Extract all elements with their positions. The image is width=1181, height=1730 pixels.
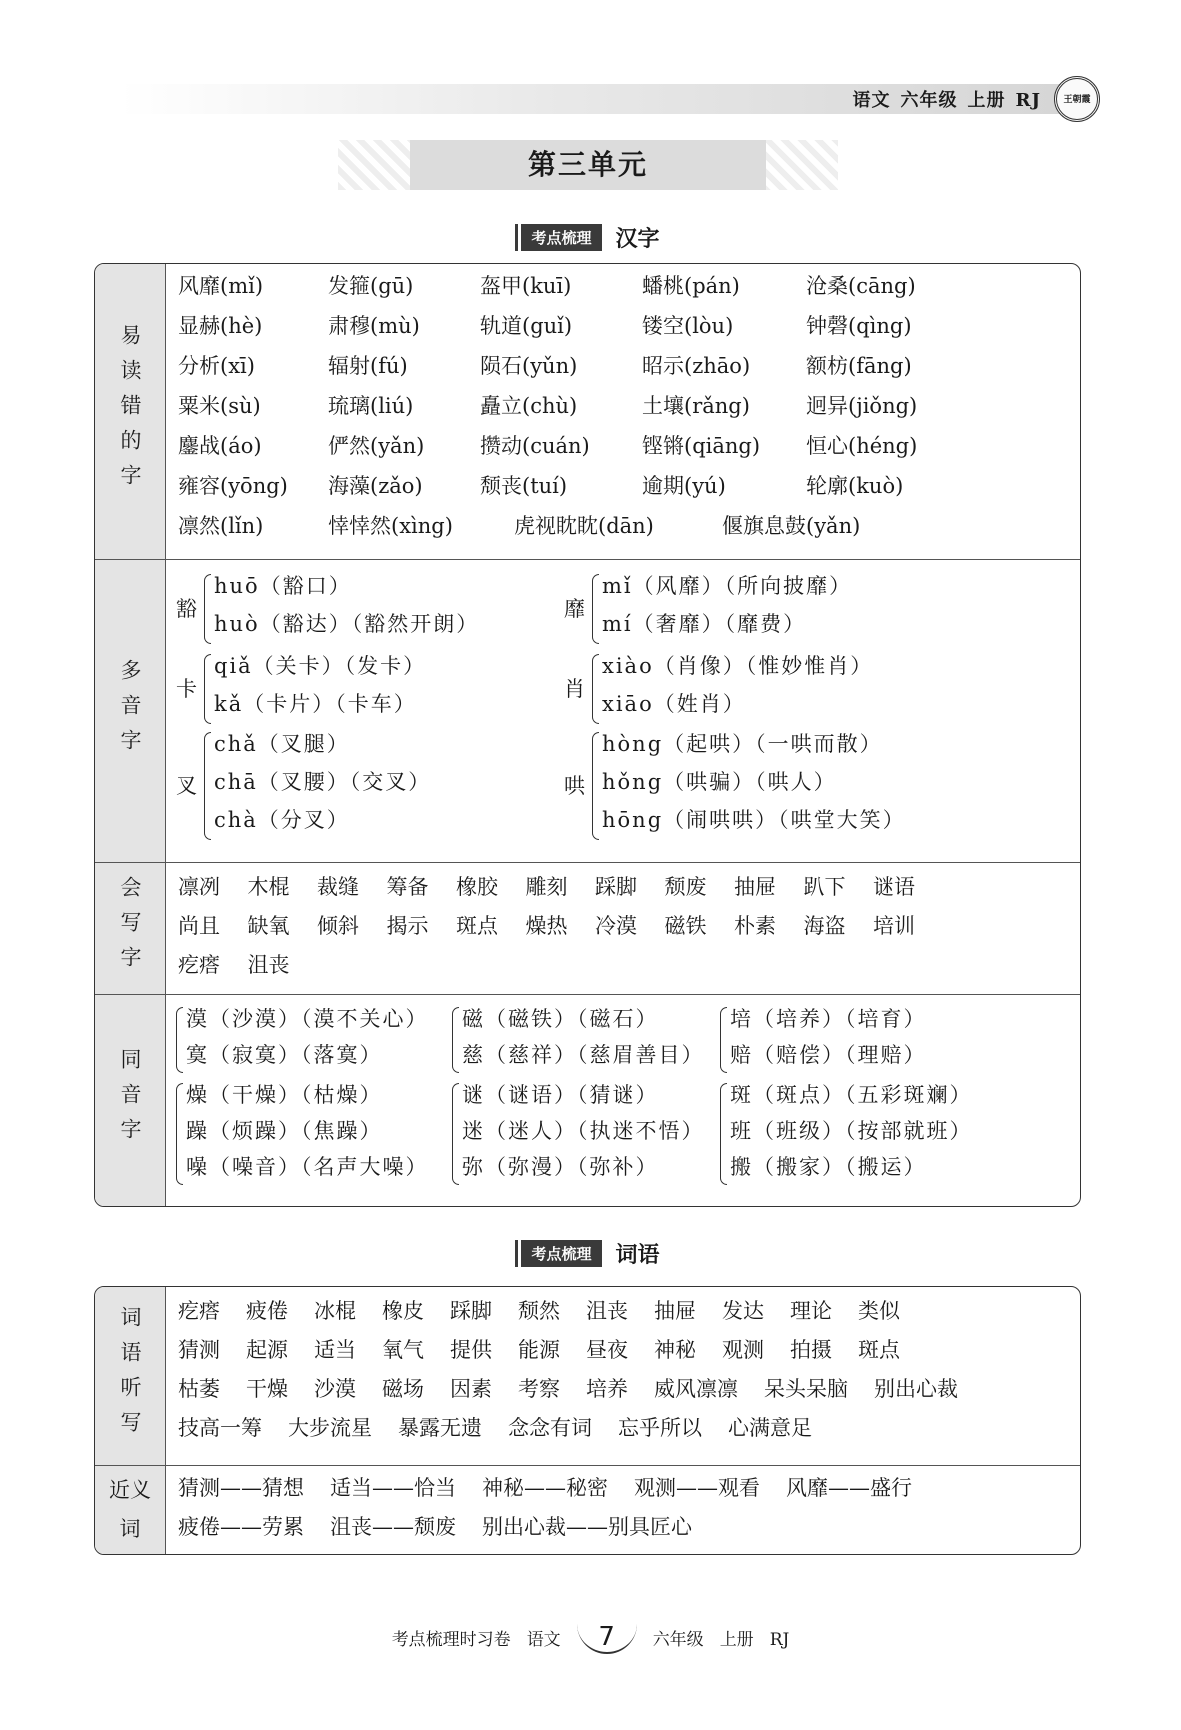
polyphone-char: 叉 [176, 774, 197, 798]
misread-word: 镂空(lòu) [642, 314, 734, 338]
misread-word: 发箍(gū) [328, 274, 414, 298]
dictation-word: 心满意足 [728, 1416, 812, 1440]
label-easy-misread: 易读错的字 [118, 324, 142, 499]
misread-word: 鏖战(áo) [178, 434, 262, 458]
misread-word: 昭示(zhāo) [642, 354, 751, 378]
dictation-word: 拍摄 [790, 1338, 832, 1362]
write-word: 橡胶 [456, 875, 498, 899]
misread-word: 海藻(zǎo) [328, 474, 423, 498]
brace [204, 732, 211, 840]
polyphone-reading: huò（豁达）（豁然开朗） [214, 612, 480, 636]
brace [452, 1083, 459, 1185]
dictation-word: 暴露无遗 [398, 1416, 482, 1440]
homophone-entry: 躁（烦躁）（焦躁） [186, 1119, 383, 1143]
misread-word: 轮廓(kuò) [806, 474, 904, 498]
polyphone-char: 哄 [564, 774, 585, 798]
write-word: 尚且 [178, 914, 220, 938]
misread-word: 矗立(chù) [480, 394, 578, 418]
write-word: 抽屉 [734, 875, 776, 899]
footer-edition: RJ [769, 1630, 790, 1650]
footer-grade: 六年级 [652, 1630, 704, 1650]
row-polyphone [95, 560, 1080, 863]
polyphone-reading: mǐ（风靡）（所向披靡） [602, 574, 853, 598]
polyphone-char: 卡 [176, 677, 197, 701]
ciyu-table [94, 1286, 1081, 1555]
misread-word: 逾期(yú) [642, 474, 726, 498]
homophone-entry: 赔（赔偿）（理赔） [730, 1043, 927, 1067]
misread-word: 盔甲(kuī) [480, 274, 572, 298]
misread-content [166, 264, 1080, 559]
dictation-word: 呆头呆脑 [764, 1377, 848, 1401]
write-word: 筹备 [386, 875, 429, 899]
row-easy-misread [95, 264, 1080, 560]
header-term: 上册 [967, 90, 1006, 111]
polyphone-char: 肖 [564, 677, 585, 701]
logo-text: 王朝霞 [1063, 95, 1091, 105]
write-word: 揭示 [386, 914, 429, 938]
header-grade: 六年级 [900, 90, 958, 111]
homophone-entry: 弥（弥漫）（弥补） [462, 1155, 659, 1179]
dictation-word: 适当 [314, 1338, 356, 1362]
misread-word: 土壤(rǎng) [642, 394, 750, 418]
brace [176, 1007, 183, 1073]
label-homophone: 同音字 [118, 1048, 142, 1153]
write-word: 趴下 [803, 875, 846, 899]
dictation-word: 技高一筹 [178, 1416, 262, 1440]
polyphone-reading: hǒng（哄骗）（哄人） [602, 770, 837, 794]
polyphone-reading: kǎ（卡片）（卡车） [214, 692, 417, 716]
row-label [95, 995, 166, 1206]
brace [592, 654, 599, 724]
dictation-word: 别出心裁 [874, 1377, 958, 1401]
brace [592, 732, 599, 840]
homophone-entry: 燥（干燥）（枯燥） [186, 1083, 383, 1107]
polyphone-reading: chǎ（叉腿） [214, 732, 350, 756]
homophone-entry: 迷（迷人）（执迷不悟） [462, 1119, 705, 1143]
misread-word: 蟠桃(pán) [642, 274, 740, 298]
write-word: 踩脚 [595, 875, 637, 899]
synonym-pair: 沮丧——颓废 [330, 1515, 456, 1539]
dictation-word: 昼夜 [586, 1338, 628, 1362]
section-tag: 考点梳理 [521, 224, 601, 251]
polyphone-reading: hōng（闹哄哄）（哄堂大笑） [602, 808, 906, 832]
write-word: 裁缝 [317, 875, 359, 899]
misread-word: 偃旗息鼓(yǎn) [722, 514, 861, 538]
misread-word: 陨石(yǔn) [480, 354, 578, 378]
misread-word: 肃穆(mù) [328, 314, 420, 338]
dictation-word: 观测 [722, 1338, 764, 1362]
polyphone-reading: chā（叉腰）（交叉） [214, 770, 432, 794]
write-word: 磁铁 [664, 914, 707, 938]
footer-title: 考点梳理时习卷 [391, 1630, 511, 1650]
unit-title: 第三单元 [410, 140, 766, 190]
homophone-entry: 谜（谜语）（猜谜） [462, 1083, 659, 1107]
misread-word: 额枋(fāng) [806, 354, 912, 378]
misread-word: 颓丧(tuí) [480, 474, 568, 498]
header-edition: RJ [1015, 90, 1041, 111]
brace [592, 574, 599, 644]
misread-word: 攒动(cuán) [480, 434, 590, 458]
row-label [95, 1466, 166, 1554]
misread-word: 分析(xī) [178, 354, 255, 378]
brace [452, 1007, 459, 1073]
section-name: 词语 [615, 1243, 660, 1268]
page-number: 7 [577, 1622, 637, 1654]
label-synonym-bottom: 词 [119, 1517, 141, 1541]
write-word: 木棍 [247, 875, 290, 899]
homophone-entry: 班（班级）（按部就班） [730, 1119, 973, 1143]
misread-word: 粟米(sù) [178, 394, 261, 418]
dictation-word: 枯萎 [178, 1377, 220, 1401]
section-heading-ciyu [0, 1238, 1181, 1269]
dictation-word: 踩脚 [450, 1299, 492, 1323]
row-label [95, 863, 166, 994]
label-polyphone: 多音字 [118, 658, 142, 764]
misread-word: 沧桑(cāng) [806, 274, 916, 298]
homophone-entry: 培（培养）（培育） [730, 1007, 927, 1031]
misread-word: 悻悻然(xìng) [328, 514, 453, 538]
write-word: 颓废 [664, 875, 707, 899]
dictation-word: 磁场 [382, 1377, 424, 1401]
row-synonym [95, 1466, 1080, 1554]
dictation-word: 干燥 [246, 1377, 288, 1401]
synonym-content [166, 1466, 1080, 1554]
write-word: 沮丧 [247, 953, 290, 977]
dictation-word: 能源 [518, 1338, 560, 1362]
dictation-word: 疲倦 [246, 1299, 288, 1323]
polyphone-reading: xiāo（姓肖） [602, 692, 746, 716]
dictation-word: 威风凛凛 [654, 1377, 738, 1401]
row-dictation [95, 1287, 1080, 1466]
synonym-pair: 神秘——秘密 [482, 1476, 608, 1500]
page-footer [0, 1622, 1181, 1654]
dictation-word: 念念有词 [508, 1416, 592, 1440]
row-label [95, 1287, 166, 1465]
polyphone-reading: chà（分叉） [214, 808, 350, 832]
hanzi-table [94, 263, 1081, 1207]
dictation-word: 沮丧 [586, 1299, 628, 1323]
row-can-write [95, 863, 1080, 995]
row-label [95, 560, 166, 862]
polyphone-content [166, 560, 1080, 862]
polyphone-reading: hòng（起哄）（一哄而散） [602, 732, 883, 756]
dictation-word: 颓然 [518, 1299, 560, 1323]
dictation-word: 橡皮 [382, 1299, 424, 1323]
dictation-word: 神秘 [654, 1338, 696, 1362]
write-word: 凛冽 [178, 875, 220, 899]
footer-subject: 语文 [526, 1630, 561, 1650]
misread-word: 恒心(héng) [806, 434, 918, 458]
synonym-pair: 适当——恰当 [330, 1476, 456, 1500]
write-word: 斑点 [456, 914, 498, 938]
label-can-write: 会写字 [118, 876, 142, 981]
write-word: 缺氧 [247, 914, 290, 938]
polyphone-reading: huō（豁口） [214, 574, 352, 598]
dictation-word: 起源 [246, 1338, 288, 1362]
misread-word: 琉璃(liú) [328, 394, 414, 418]
synonym-pair: 猜测——猜想 [178, 1476, 304, 1500]
dictation-word: 提供 [450, 1338, 492, 1362]
homophone-entry: 搬（搬家）（搬运） [730, 1155, 927, 1179]
write-word: 倾斜 [317, 914, 359, 938]
write-word: 疙瘩 [178, 953, 220, 977]
row-label [95, 264, 166, 559]
brace [204, 654, 211, 724]
synonym-pair: 风靡——盛行 [786, 1476, 912, 1500]
dictation-word: 类似 [858, 1299, 900, 1323]
misread-word: 铿锵(qiāng) [642, 434, 761, 458]
brace [176, 1083, 183, 1185]
misread-word: 雍容(yōng) [178, 474, 288, 498]
polyphone-char: 豁 [176, 597, 197, 621]
misread-word: 迥异(jiǒng) [806, 394, 918, 418]
dictation-content [166, 1287, 1080, 1465]
misread-word: 辐射(fú) [328, 354, 408, 378]
write-word: 海盗 [803, 914, 846, 938]
misread-word: 虎视眈眈(dān) [514, 514, 654, 538]
write-word: 培训 [873, 914, 915, 938]
misread-word: 轨道(guǐ) [480, 314, 573, 338]
write-word: 燥热 [525, 914, 568, 938]
section-tag: 考点梳理 [521, 1240, 601, 1267]
write-word: 朴素 [734, 914, 776, 938]
header-info [843, 86, 1041, 112]
polyphone-char: 靡 [564, 597, 585, 621]
can-write-content [166, 863, 1080, 994]
label-dictation: 词语听写 [118, 1306, 142, 1446]
homophone-entry: 磁（磁铁）（磁石） [462, 1007, 659, 1031]
homophone-content [166, 995, 1080, 1206]
dictation-word: 斑点 [858, 1338, 900, 1362]
dictation-word: 疙瘩 [178, 1299, 220, 1323]
section-name: 汉字 [615, 227, 660, 252]
dictation-word: 发达 [722, 1299, 764, 1323]
homophone-entry: 漠（沙漠）（漠不关心） [186, 1007, 429, 1031]
dictation-word: 因素 [450, 1377, 492, 1401]
misread-word: 凛然(lǐn) [178, 514, 264, 538]
synonym-pair: 别出心裁——别具匠心 [482, 1515, 692, 1539]
dictation-word: 猜测 [178, 1338, 220, 1362]
homophone-entry: 噪（噪音）（名声大噪） [186, 1155, 429, 1179]
polyphone-reading: qiǎ（关卡）（发卡） [214, 654, 427, 678]
header-subject: 语文 [852, 90, 891, 111]
homophone-entry: 斑（斑点）（五彩斑斓） [730, 1083, 973, 1107]
synonym-pair: 疲倦——劳累 [178, 1515, 304, 1539]
section-heading-hanzi [0, 222, 1181, 253]
row-homophone [95, 995, 1080, 1206]
dictation-word: 忘乎所以 [618, 1416, 702, 1440]
brace [720, 1007, 727, 1073]
dictation-word: 培养 [586, 1377, 628, 1401]
dictation-word: 抽屉 [654, 1299, 696, 1323]
misread-word: 钟磬(qìng) [806, 314, 912, 338]
polyphone-reading: mí（奢靡）（靡费） [602, 612, 807, 636]
misread-word: 俨然(yǎn) [328, 434, 425, 458]
brace [720, 1083, 727, 1185]
dictation-word: 冰棍 [314, 1299, 356, 1323]
dictation-word: 理论 [790, 1299, 832, 1323]
dictation-word: 氧气 [382, 1338, 424, 1362]
misread-word: 风靡(mǐ) [178, 274, 264, 298]
write-word: 冷漠 [595, 914, 637, 938]
brace [204, 574, 211, 644]
write-word: 谜语 [873, 875, 915, 899]
dictation-word: 考察 [518, 1377, 560, 1401]
misread-word: 显赫(hè) [178, 314, 263, 338]
dictation-word: 沙漠 [314, 1377, 356, 1401]
homophone-entry: 慈（慈祥）（慈眉善目） [462, 1043, 705, 1067]
publisher-logo [1054, 76, 1100, 122]
polyphone-reading: xiào（肖像）（惟妙惟肖） [602, 654, 874, 678]
footer-term: 上册 [719, 1630, 754, 1650]
label-synonym-top: 近义 [109, 1478, 151, 1502]
dictation-word: 大步流星 [288, 1416, 372, 1440]
synonym-pair: 观测——观看 [634, 1476, 760, 1500]
homophone-entry: 寞（寂寞）（落寞） [186, 1043, 383, 1067]
write-word: 雕刻 [525, 875, 568, 899]
